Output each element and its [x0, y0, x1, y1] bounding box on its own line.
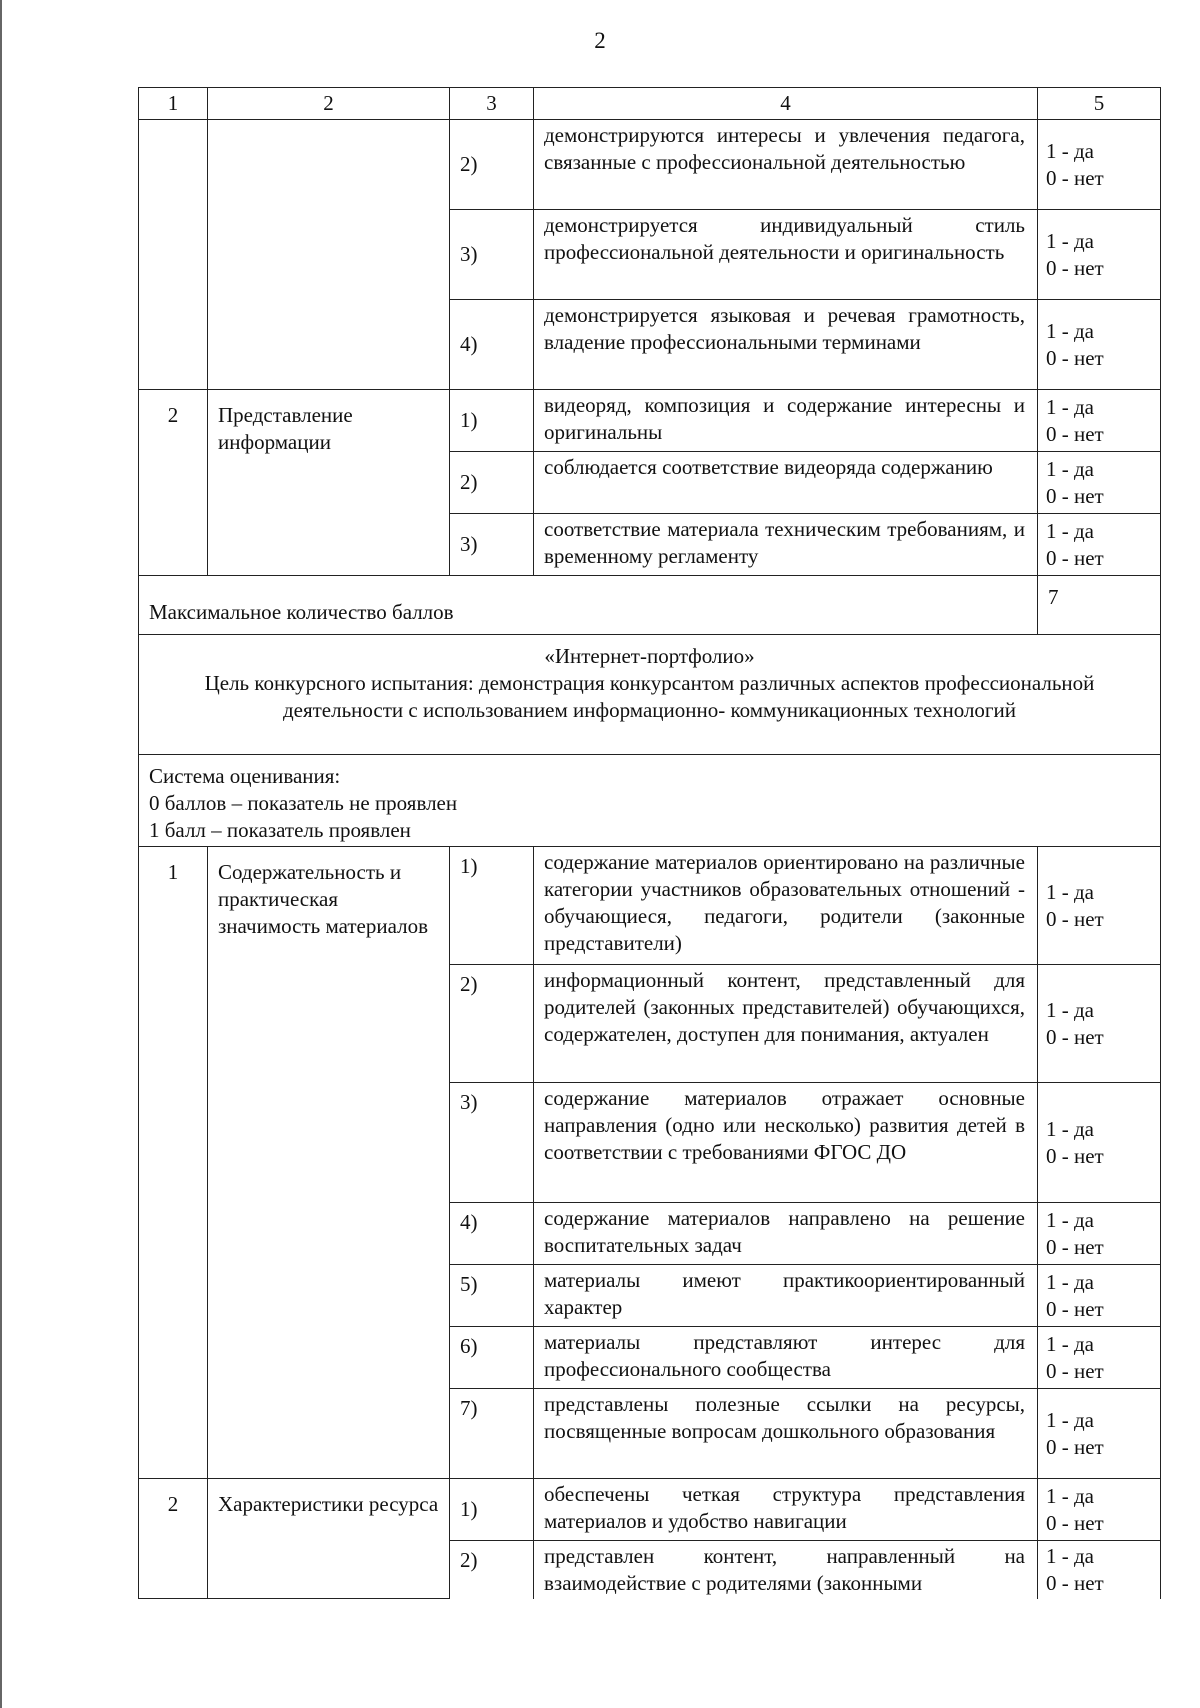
indicator-score: [1038, 300, 1161, 390]
indicator-text: представлен контент, направленный на взаимодействие с родителями (законными: [534, 1541, 1038, 1599]
indicator-number: 7): [450, 1389, 534, 1479]
table-row: [139, 390, 1161, 452]
indicator-number: 2): [450, 452, 534, 514]
indicator-text: демонстрируются интересы и увлечения педагога, связанные с профессиональной деятельностью: [534, 120, 1038, 210]
score-yes: 1 - да: [1046, 1331, 1094, 1356]
score-no: 0 - нет: [1046, 545, 1104, 570]
indicator-score: [1038, 1083, 1161, 1203]
criterion-number: 1: [139, 847, 208, 1479]
score-no: 0 - нет: [1046, 1296, 1104, 1321]
indicator-text: демонстрируется индивидуальный стиль профессиональной деятельности и оригинальность: [534, 210, 1038, 300]
score-no: 0 - нет: [1046, 1570, 1104, 1595]
indicator-number: 5): [450, 1265, 534, 1327]
indicator-number: 3): [450, 514, 534, 576]
scoring-system: [139, 755, 1161, 847]
indicator-text: представлены полезные ссылки на ресурсы, посвященные вопросам дошкольного образования: [534, 1389, 1038, 1479]
score-yes: 1 - да: [1046, 394, 1094, 419]
score-yes: 1 - да: [1046, 1407, 1094, 1432]
scoring-one: 1 балл – показатель проявлен: [149, 818, 411, 842]
contest-header: [139, 635, 1161, 755]
max-score-label: Максимальное количество баллов: [139, 576, 1038, 635]
indicator-text: содержание материалов направлено на решение воспитательных задач: [534, 1203, 1038, 1265]
indicator-text: видеоряд, композиция и содержание интересны и оригинальны: [534, 390, 1038, 452]
indicator-score: [1038, 120, 1161, 210]
score-yes: 1 - да: [1046, 518, 1094, 543]
sheet-edge: [0, 0, 2, 1708]
criterion-number: 2: [139, 1479, 208, 1599]
score-yes: 1 - да: [1046, 456, 1094, 481]
column-number-row: [139, 88, 1161, 120]
score-yes: 1 - да: [1046, 1543, 1094, 1568]
score-yes: 1 - да: [1046, 1269, 1094, 1294]
criterion-name: Характеристики ресурса: [208, 1479, 450, 1599]
criterion-name: Представление информации: [208, 390, 450, 576]
score-yes: 1 - да: [1046, 1207, 1094, 1232]
indicator-number: 2): [450, 1541, 534, 1599]
score-no: 0 - нет: [1046, 345, 1104, 370]
table-row: [139, 120, 1161, 210]
indicator-number: 4): [450, 300, 534, 390]
criterion-name: [208, 120, 450, 390]
indicator-number: 4): [450, 1203, 534, 1265]
indicator-score: [1038, 210, 1161, 300]
indicator-score: [1038, 514, 1161, 576]
indicator-text: соответствие материала техническим требованиям, и временному регламенту: [534, 514, 1038, 576]
indicator-number: 1): [450, 847, 534, 965]
score-no: 0 - нет: [1046, 1358, 1104, 1383]
indicator-score: [1038, 1479, 1161, 1541]
scoring-title: Система оценивания:: [149, 764, 341, 788]
indicator-score: [1038, 1327, 1161, 1389]
score-no: 0 - нет: [1046, 421, 1104, 446]
max-score-value: 7: [1038, 576, 1161, 635]
indicator-score: [1038, 965, 1161, 1083]
criterion-number: [139, 120, 208, 390]
score-yes: 1 - да: [1046, 879, 1094, 904]
table-row: [139, 1479, 1161, 1541]
score-no: 0 - нет: [1046, 1024, 1104, 1049]
indicator-text: демонстрируется языковая и речевая грамотность, владение профессиональными терминами: [534, 300, 1038, 390]
score-no: 0 - нет: [1046, 1234, 1104, 1259]
indicator-score: [1038, 1541, 1161, 1599]
score-no: 0 - нет: [1046, 165, 1104, 190]
indicator-number: 6): [450, 1327, 534, 1389]
indicator-text: информационный контент, представленный для родителей (законных представителей) обучающихся, содержателен, доступен для понимания, актуален: [534, 965, 1038, 1083]
score-no: 0 - нет: [1046, 1143, 1104, 1168]
score-no: 0 - нет: [1046, 906, 1104, 931]
scoring-zero: 0 баллов – показатель не проявлен: [149, 791, 458, 815]
criteria-table: [138, 87, 1161, 1599]
indicator-number: 2): [450, 965, 534, 1083]
page-number: 2: [594, 28, 606, 53]
indicator-number: 1): [450, 390, 534, 452]
indicator-score: [1038, 452, 1161, 514]
scoring-system-row: [139, 755, 1161, 847]
indicator-text: обеспечены четкая структура представления материалов и удобство навигации: [534, 1479, 1038, 1541]
column-number: 4: [534, 88, 1038, 120]
indicator-score: [1038, 847, 1161, 965]
indicator-score: [1038, 1265, 1161, 1327]
indicator-text: соблюдается соответствие видеоряда содержанию: [534, 452, 1038, 514]
indicator-number: 3): [450, 210, 534, 300]
score-yes: 1 - да: [1046, 228, 1094, 253]
indicator-number: 3): [450, 1083, 534, 1203]
contest-goal: Цель конкурсного испытания: демонстрация конкурсантом различных аспектов профессиональной деятельности с использованием информационно- коммуникационных технологий: [204, 671, 1095, 722]
indicator-score: [1038, 1389, 1161, 1479]
contest-header-row: [139, 635, 1161, 755]
contest-title: «Интернет-портфолио»: [544, 644, 755, 668]
column-number: 1: [139, 88, 208, 120]
score-yes: 1 - да: [1046, 138, 1094, 163]
score-no: 0 - нет: [1046, 1510, 1104, 1535]
indicator-text: содержание материалов ориентировано на различные категории участников образовательных отношений - обучающиеся, педагоги, родители (законные представители): [534, 847, 1038, 965]
score-no: 0 - нет: [1046, 483, 1104, 508]
max-score-row: [139, 576, 1161, 635]
score-no: 0 - нет: [1046, 255, 1104, 280]
indicator-number: 2): [450, 120, 534, 210]
criterion-number: 2: [139, 390, 208, 576]
indicator-text: содержание материалов отражает основные направления (одно или несколько) развития детей в соответствии с требованиями ФГОС ДО: [534, 1083, 1038, 1203]
score-yes: 1 - да: [1046, 1116, 1094, 1141]
indicator-score: [1038, 390, 1161, 452]
score-yes: 1 - да: [1046, 997, 1094, 1022]
score-yes: 1 - да: [1046, 1483, 1094, 1508]
column-number: 2: [208, 88, 450, 120]
column-number: 3: [450, 88, 534, 120]
score-no: 0 - нет: [1046, 1434, 1104, 1459]
score-yes: 1 - да: [1046, 318, 1094, 343]
indicator-text: материалы имеют практикоориентированный характер: [534, 1265, 1038, 1327]
column-number: 5: [1038, 88, 1161, 120]
indicator-number: 1): [450, 1479, 534, 1541]
indicator-text: материалы представляют интерес для профессионального сообщества: [534, 1327, 1038, 1389]
indicator-score: [1038, 1203, 1161, 1265]
criterion-name: Содержательность и практическая значимость материалов: [208, 847, 450, 1479]
table-row: [139, 847, 1161, 965]
